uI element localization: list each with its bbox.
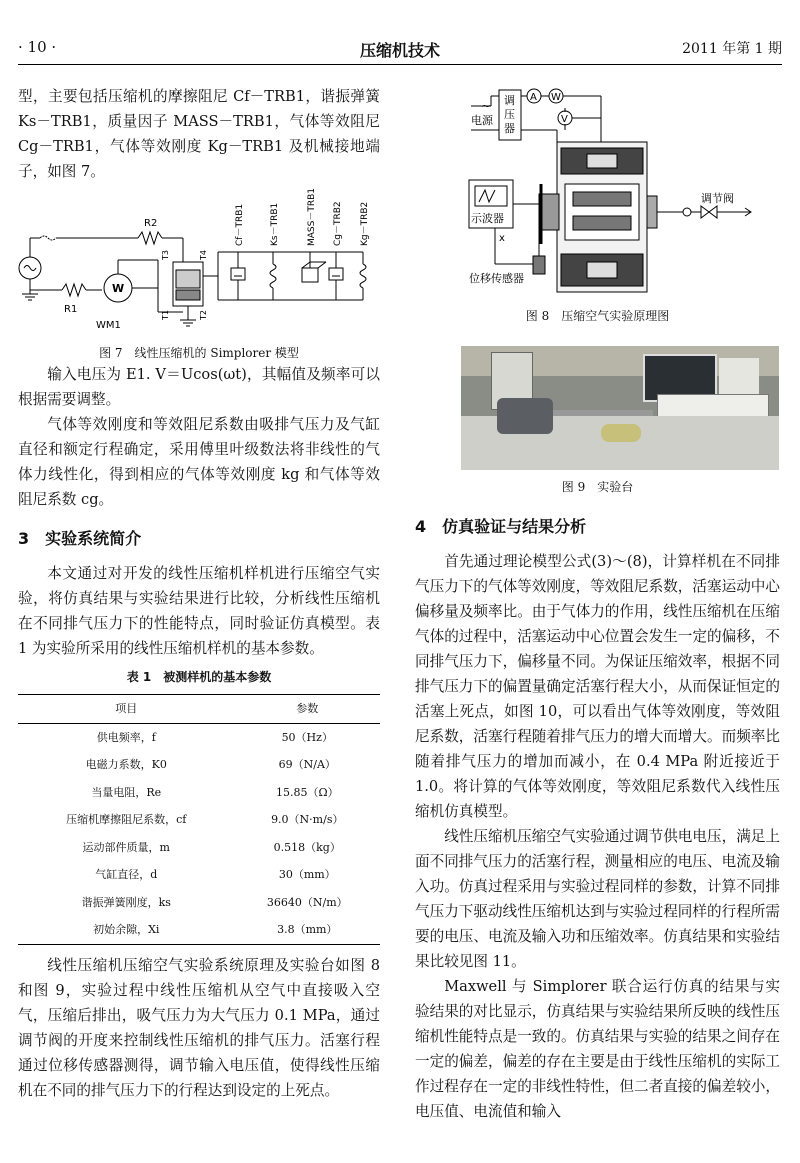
compressor-shape [497, 398, 553, 434]
paragraph: 线性压缩机压缩空气实验系统原理及实验台如图 8 和图 9，实验过程中线性压缩机从空气中直接吸入空气，压缩后排出，吸气压力为大气压力 0.1 MPa，通过调节阀的开度来控制线性压缩机的排气压力。活塞行程通过位移传感器测得，调节输入电压值，使得线性压缩机在不同的排气压力下的行程达到设定的上死点。 [18, 956, 380, 1099]
table-cell: 36640（N/m） [266, 895, 348, 909]
issue-label: 2011 年第 1 期 [682, 41, 782, 57]
t1-label: T1 [161, 310, 170, 320]
cg-trb2-label: Cg－TRB2 [333, 201, 343, 246]
oscilloscope-label: 示波器 [471, 212, 504, 225]
ammeter-label: A [530, 92, 537, 103]
r2-label: R2 [144, 218, 158, 229]
table-cell: 69（N/A） [278, 758, 336, 772]
regulator-char: 压 [504, 108, 515, 121]
figure-8-caption: 图 8 压缩空气实验原理图 [525, 309, 670, 323]
section-4-heading: 4 仿真验证与结果分析 [415, 517, 587, 536]
table-row [18, 834, 380, 862]
right-column-main [415, 478, 780, 1124]
table-cell: 50（Hz） [281, 730, 333, 744]
table-cell: 当量电阻，Re [91, 785, 162, 799]
table-cell: 气缸直径，d [95, 868, 158, 882]
left-column-main [18, 344, 380, 1103]
paragraph: Maxwell 与 Simplorer 联合运行仿真的结果与实验结果的对比显示，仿真结果与实验结果所反映的线性压缩机性能特点是一致的。仿真结果与实验的结果之间存在一定的偏差，偏差的存在主要是由于线性压缩机的实际工作过程存在一定的非线性特性，但二者直接的偏差较小，电压值、电流值和输入 [415, 978, 780, 1120]
t2-label: T2 [199, 310, 208, 320]
wattmeter-label: W [551, 92, 561, 103]
paragraph: 线性压缩机压缩空气实验通过调节供电电压，满足上面不同排气压力的活塞行程，测量相应的电压、电流及输入功。仿真过程采用与实验过程同样的参数，计算不同排气压力下驱动线性压缩机达到与实验过程同样的行程所需要的电压、电流及输入功和压缩效率。仿真结果和实验结果比较见图 11。 [415, 828, 780, 970]
simplorer-model-diagram [18, 180, 380, 340]
table-1-caption: 表 1 被测样机的基本参数 [126, 670, 272, 684]
figure-7 [18, 180, 380, 340]
table-row [18, 751, 380, 779]
r1-label: R1 [64, 304, 78, 315]
experiment-schematic [461, 84, 779, 306]
valve-icon [701, 206, 717, 218]
table-row [18, 889, 380, 917]
valve-label: 调节阀 [701, 192, 734, 205]
table-cell: 30（mm） [278, 868, 336, 882]
page-header [18, 38, 782, 60]
svg-text:~: ~ [481, 99, 492, 113]
kg-trb2-label: Kg－TRB2 [360, 201, 370, 246]
table-cell: 运动部件质量，m [82, 840, 170, 854]
figure-9-caption: 图 9 实验台 [561, 480, 634, 494]
column-header: 参数 [296, 702, 319, 716]
left-column-top [18, 84, 380, 184]
journal-title: 压缩机技术 [359, 41, 440, 60]
table-cell: 9.0（N·m/s） [271, 813, 344, 827]
table-cell: 压缩机摩擦阻尼系数，cf [66, 813, 187, 827]
table-cell: 0.518（kg） [273, 840, 341, 854]
voltmeter-label: V [561, 114, 568, 125]
t4-label: T4 [199, 250, 208, 260]
power-source-label: 电源 [471, 114, 493, 127]
test-bench-photo [461, 346, 779, 470]
mass-trb1-label: MASS－TRB1 [307, 188, 317, 246]
cf-trb1-label: Cf－TRB1 [235, 203, 245, 246]
displacement-sensor-label: 位移传感器 [469, 272, 524, 285]
table-row [18, 916, 380, 944]
paragraph: 本文通过对开发的线性压缩机样机进行压缩空气实验，将仿真结果与实验结果进行比较，分析线性压缩机在不同排气压力下的性能特点，同时验证仿真模型。表 1 为实验所采用的线性压缩机样机的基本参数。 [18, 565, 380, 657]
regulator-char: 调 [504, 94, 515, 107]
parameters-table [18, 694, 380, 945]
column-header: 项目 [115, 702, 138, 716]
paragraph: 输入电压为 E1. V＝Ucos(ωt)，其幅值及频率可以根据需要调整。 [18, 366, 380, 408]
table-header-row [18, 695, 380, 724]
table-row [18, 861, 380, 889]
table-row [18, 806, 380, 834]
t3-label: T3 [161, 250, 170, 260]
table-cell: 供电频率，f [96, 730, 156, 744]
section-3-heading: 3 实验系统简介 [18, 529, 142, 548]
table-cell: 电磁力系数，K0 [85, 758, 167, 772]
paragraph: 首先通过理论模型公式(3)～(8)，计算样机在不同排气压力下的气体等效刚度，等效阻尼系数，活塞运动中心偏移量及频率比。由于气体力的作用，线性压缩机在压缩气体的过程中，活塞运动中心位置会发生一定的偏移，不同排气压力下，偏移量不同。为保证压缩效率，根据不同排气压力下的偏置量确定活塞行程大小，从而保证恒定的活塞上死点，如图 10，可以看出气体等效刚度，等效阻尼系数，活塞行程随着排气压力的增大而增大。而频率比随着排气压力的增加而减小，在 0.4 MPa 附近接近于 1.0。将计算的气体等效刚度，等效阻尼系数代入线性压缩机仿真模型。 [415, 553, 780, 820]
table-row [18, 779, 380, 807]
ks-trb1-label: Ks－TRB1 [270, 202, 280, 246]
table-cell: 3.8（mm） [277, 923, 338, 937]
svg-text:W: W [112, 282, 125, 295]
paragraph: 型，主要包括压缩机的摩擦阻尼 Cf－TRB1，谐振弹簧 Ks－TRB1，质量因子 MASS－TRB1，气体等效阻尼 Cg－TRB1，气体等效刚度 Kg－TRB1 及机械接地端子，如图 7。 [18, 88, 380, 180]
displacement-sensor-symbol [533, 256, 545, 274]
right-column [415, 307, 780, 325]
figure-8 [461, 84, 779, 306]
table-cell: 初始余隙，Xi [93, 923, 160, 937]
wm1-label: WM1 [96, 320, 121, 331]
figure-7-caption: 图 7 线性压缩机的 Simplorer 模型 [99, 346, 299, 360]
paragraph: 气体等效刚度和等效阻尼系数由吸排气压力及气缸直径和额定行程确定，采用傅里叶级数法将非线性的气体力线性化，得到相应的气体等效刚度 kg 和气体等效阻尼系数 cg。 [18, 416, 380, 508]
table-cell: 谐振弹簧刚度，ks [81, 895, 171, 909]
header-rule [18, 64, 782, 65]
table-cell: 15.85（Ω） [275, 785, 339, 799]
x-signal-label: x [499, 233, 505, 244]
page-number: · 10 · [18, 38, 57, 56]
table-row [18, 723, 380, 751]
regulator-char: 器 [504, 122, 515, 135]
